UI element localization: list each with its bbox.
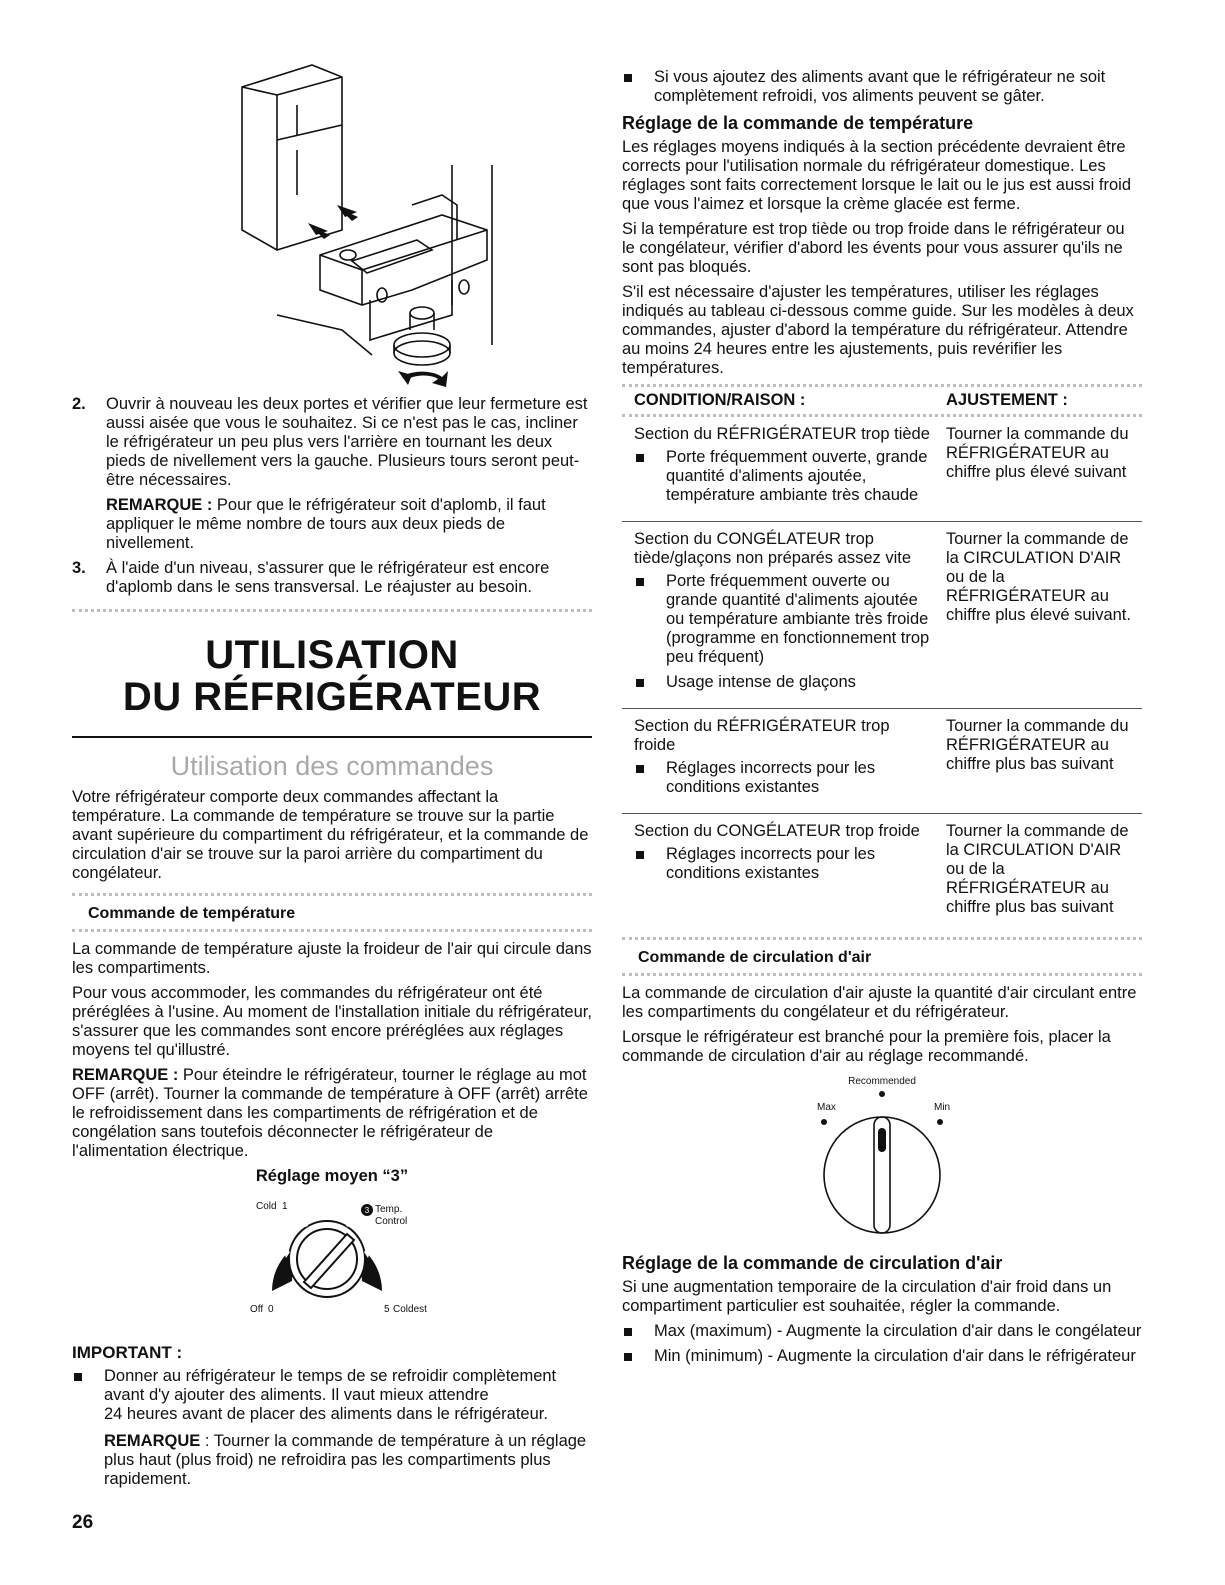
adjust-paragraph-2: Si la température est trop tiède ou trop froide dans le réfrigérateur ou le congélateur, vérifier d'abord les évents pour vous assurer qu'ils ne sont pas bloqués. [622, 220, 1125, 276]
table-row [622, 522, 1142, 709]
adjustment-table [622, 387, 1142, 927]
condition-cell [622, 417, 946, 522]
adjust-paragraph-1: Les réglages moyens indiqués à la section précédente devraient être corrects pour l'utilisation normale du réfrigérateur domestique. Les réglages sont faits correctement lorsque le lait ou le jus est aussi froid que vous l'aimez et lorsque la crème glacée est ferme. [622, 138, 1132, 213]
dial-label-1: 1 [282, 1201, 288, 1212]
important-line-1: Donner au réfrigérateur le temps de se refroidir complètement avant d'y ajouter des aliments. Il vaut mieux attendre [104, 1367, 557, 1404]
step-note [106, 496, 592, 553]
dial-label-off: Off [250, 1304, 264, 1315]
important-line-2: 24 heures avant de placer des aliments dans le réfrigérateur. [104, 1405, 548, 1423]
dial-label-control: Control [375, 1216, 408, 1227]
air-control-heading: Commande de circulation d'air [638, 949, 872, 966]
table-row [622, 709, 1142, 814]
step-number: 3. [72, 559, 86, 577]
title-rule [72, 736, 592, 738]
top-bullet: Si vous ajoutez des aliments avant que le réfrigérateur ne soit complètement refroidi, vos aliments peuvent se gâter. [622, 68, 1142, 106]
condition-text: Section du RÉFRIGÉRATEUR trop froide [634, 717, 890, 754]
section-title [72, 634, 592, 718]
note-text: : Tourner la commande de température à un réglage plus haut (plus froid) ne refroidira pas les compartiments plus rapidement. [104, 1432, 587, 1488]
temp-paragraph-1: La commande de température ajuste la froideur de l'air qui circule dans les compartiments. [72, 940, 592, 977]
dial-label-recommended: Recommended [848, 1076, 916, 1087]
divider [622, 973, 1142, 976]
air-adjust-paragraph: Si une augmentation temporaire de la circulation d'air froid dans un compartiment particulier est souhaitée, régler la commande. [622, 1278, 1112, 1315]
dial-label-max: Max [817, 1102, 836, 1113]
left-column [72, 55, 592, 1495]
adjustment-cell: Tourner la commande de la CIRCULATION D'AIR ou de la RÉFRIGÉRATEUR au chiffre plus élevé suivant. [946, 522, 1142, 709]
dial-label-cold: Cold [256, 1201, 277, 1212]
condition-text: Section du RÉFRIGÉRATEUR trop tiède [634, 425, 930, 443]
divider [72, 609, 592, 612]
condition-text: Section du CONGÉLATEUR trop tiède/glaçons non préparés assez vite [634, 530, 912, 567]
section-title-line-2: DU RÉFRIGÉRATEUR [122, 675, 542, 719]
page-number: 26 [72, 1512, 94, 1533]
leveling-leg-illustration [112, 55, 552, 395]
step-text: À l'aide d'un niveau, s'assurer que le réfrigérateur est encore d'aplomb dans le sens transversal. Le réajuster au besoin. [106, 559, 550, 596]
condition-bullet: Usage intense de glaçons [634, 673, 934, 692]
air-bullet-max: Max (maximum) - Augmente la circulation d'air dans le congélateur [622, 1322, 1142, 1341]
dial-label-5: 5 [384, 1304, 390, 1315]
table-header-condition: CONDITION/RAISON : [634, 391, 806, 409]
condition-cell [622, 709, 946, 814]
adjust-heading: Réglage de la commande de température [622, 113, 974, 133]
condition-bullet: Réglages incorrects pour les conditions existantes [634, 759, 934, 797]
air-paragraph-2: Lorsque le réfrigérateur est branché pour la première fois, placer la commande de circulation d'air au réglage recommandé. [622, 1028, 1111, 1065]
table-row [622, 814, 1142, 928]
table-header-adjustment: AJUSTEMENT : [946, 391, 1068, 409]
note-label: REMARQUE [104, 1432, 201, 1450]
condition-bullet: Porte fréquemment ouverte ou grande quantité d'aliments ajoutée ou température ambiante très froide (programme en fonctionnement trop peu fréquent) [634, 572, 934, 667]
adjustment-cell: Tourner la commande du RÉFRIGÉRATEUR au chiffre plus bas suivant [946, 709, 1142, 814]
condition-cell [622, 814, 946, 928]
dial-label-min: Min [934, 1102, 951, 1113]
adjustment-cell: Tourner la commande du RÉFRIGÉRATEUR au chiffre plus élevé suivant [946, 425, 1129, 481]
air-control-dial-illustration [782, 1072, 982, 1242]
adjust-paragraph-3: S'il est nécessaire d'ajuster les températures, utiliser les réglages indiqués au tableau ci-dessous comme guide. Sur les modèles à deux commandes, ajuster d'abord la température du réfrigérateur. Attendre au moins 24 heures entre les ajustements, puis revérifier les températures. [622, 283, 1134, 377]
dial-label-coldest: Coldest [393, 1304, 427, 1315]
important-heading: IMPORTANT : [72, 1343, 183, 1362]
intro-paragraph: Votre réfrigérateur comporte deux commandes affectant la température. La commande de température se trouve sur la partie avant supérieure du compartiment du réfrigérateur, et la commande de circulation d'air se trouve sur la paroi arrière du compartiment du congélateur. [72, 788, 589, 882]
subsection-title: Utilisation des commandes [170, 751, 494, 781]
air-adjust-heading: Réglage de la commande de circulation d'air [622, 1253, 1003, 1273]
note-text: Pour que le réfrigérateur soit d'aplomb, il faut appliquer le même nombre de tours aux deux pieds de nivellement. [106, 496, 546, 552]
dial-label-0: 0 [268, 1304, 274, 1315]
right-column [622, 68, 1142, 1372]
adjustment-cell: Tourner la commande de la CIRCULATION D'AIR ou de la RÉFRIGÉRATEUR au chiffre plus bas suivant [946, 814, 1142, 928]
table-header-row [622, 387, 1142, 414]
air-bullet-min: Min (minimum) - Augmente la circulation d'air dans le réfrigérateur [622, 1347, 1142, 1366]
condition-cell [622, 522, 946, 709]
divider [72, 929, 592, 932]
average-setting-caption: Réglage moyen “3” [255, 1167, 409, 1185]
step-text: Ouvrir à nouveau les deux portes et vérifier que leur fermeture est aussi aisée que vous le souhaitez. Si ce n'est pas le cas, incliner le réfrigérateur un peu plus vers l'arrière en tournant les deux pieds de nivellement vers la gauche. Plusieurs tours seront peut-être nécessaires. [106, 395, 588, 489]
step-number: 2. [72, 395, 86, 413]
note-label: REMARQUE : [106, 496, 213, 514]
important-bullet [72, 1367, 592, 1489]
table-row [622, 417, 1142, 522]
temperature-dial-illustration [232, 1196, 432, 1321]
dial-label-temp: Temp. [375, 1204, 403, 1215]
condition-text: Section du CONGÉLATEUR trop froide [634, 822, 920, 840]
important-note [104, 1432, 592, 1489]
temp-paragraph-2: Pour vous accommoder, les commandes du réfrigérateur ont été préréglées à l'usine. Au moment de l'installation initiale du réfrigérateur, s'assurer que les commandes sont encore préréglées aux réglages moyens tel qu'illustré. [72, 984, 592, 1059]
temp-control-heading: Commande de température [88, 905, 296, 922]
condition-bullet: Réglages incorrects pour les conditions existantes [634, 845, 934, 883]
step-3 [72, 559, 592, 597]
dial-label-3: 3 [364, 1206, 370, 1215]
condition-bullet: Porte fréquemment ouverte, grande quantité d'aliments ajoutée, température ambiante très chaude [634, 448, 934, 505]
note-label: REMARQUE : [72, 1066, 179, 1084]
section-title-line-1: UTILISATION [205, 633, 459, 677]
note-text: Pour éteindre le réfrigérateur, tourner le réglage au mot OFF (arrêt). Tourner la commande de température à OFF (arrêt) arrête le refroidissement dans les compartiments de réfrigération et de congélation sans toutefois déconnecter le réfrigérateur de l'alimentation électrique. [72, 1066, 588, 1160]
temp-note [72, 1066, 592, 1161]
step-2 [72, 395, 592, 553]
air-paragraph-1: La commande de circulation d'air ajuste la quantité d'air circulant entre les compartiments du congélateur et du réfrigérateur. [622, 984, 1137, 1021]
